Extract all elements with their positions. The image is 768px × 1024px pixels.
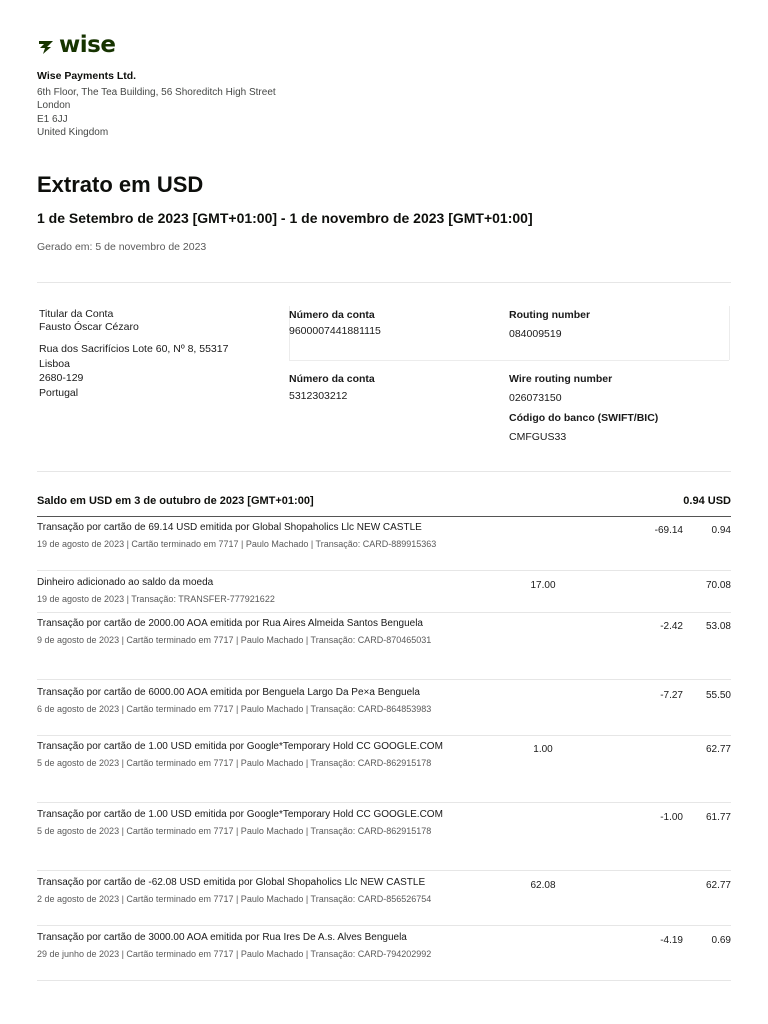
company-name: Wise Payments Ltd. [37,70,137,82]
transaction-balance: 0.94 [711,525,731,536]
column-divider [729,306,730,360]
statement-period: 1 de Setembro de 2023 [GMT+01:00] - 1 de novembro de 2023 [GMT+01:00] [37,210,533,226]
transaction-balance: 0.69 [711,935,731,946]
transaction-description: Transação por cartão de 3000.00 AOA emitida por Rua Ires De A.s. Alves Benguela [37,932,407,943]
transaction-row [37,808,731,871]
transaction-out: -69.14 [654,525,683,536]
swift-label: Código do banco (SWIFT/BIC) [509,412,659,424]
transaction-description: Transação por cartão de 1.00 USD emitida por Google*Temporary Hold CC GOOGLE.COM [37,809,443,820]
transaction-row [37,617,731,680]
company-address-line: London [37,100,71,111]
transaction-row [37,876,731,926]
wire-routing-value: 026073150 [509,392,562,404]
transaction-description: Transação por cartão de 2000.00 AOA emitida por Rua Aires Almeida Santos Benguela [37,618,423,629]
holder-city: Lisboa [39,357,70,370]
holder-address [39,342,228,400]
transaction-description: Transação por cartão de 69.14 USD emitida por Global Shopaholics Llc NEW CASTLE [37,522,422,533]
transaction-description: Transação por cartão de 6000.00 AOA emitida por Benguela Largo Da Pe×a Benguela [37,687,420,698]
company-address-line: 6th Floor, The Tea Building, 56 Shoreditch High Street [37,86,276,98]
holder-name: Fausto Óscar Cézaro [39,321,139,333]
balance-header [37,495,731,507]
transaction-row [37,740,731,803]
transaction-meta: 5 de agosto de 2023 | Cartão terminado em 7717 | Paulo Machado | Transação: CARD-862915178 [37,757,432,768]
account-number-value: 5312303212 [289,390,348,402]
balance-value: 0.94 USD [683,495,731,507]
company-block [37,70,276,140]
transaction-balance: 62.77 [705,744,731,755]
transaction-in: 1.00 [533,744,553,755]
transaction-out: -4.19 [660,935,683,946]
divider [37,471,731,472]
balance-label: Saldo em USD em 3 de outubro de 2023 [GMT+01:00] [37,495,314,507]
transaction-out: -7.27 [660,690,683,701]
transaction-meta: 9 de agosto de 2023 | Cartão terminado em 7717 | Paulo Machado | Transação: CARD-870465031 [37,634,432,645]
account-number-label: Número da conta [289,309,375,321]
transaction-description: Transação por cartão de 1.00 USD emitida por Google*Temporary Hold CC GOOGLE.COM [37,741,443,752]
transaction-balance: 55.50 [705,690,731,701]
company-address-line: E1 6JJ [37,113,68,125]
routing-number-value: 084009519 [509,328,562,340]
header-rule [37,516,731,517]
transaction-row [37,521,731,571]
transaction-out: -1.00 [660,812,683,823]
divider [37,282,731,283]
transaction-in: 62.08 [530,880,556,891]
account-number-value: 9600007441881115 [289,325,381,337]
transaction-meta: 29 de junho de 2023 | Cartão terminado em 7717 | Paulo Machado | Transação: CARD-794202992 [37,948,432,959]
transaction-meta: 19 de agosto de 2023 | Cartão terminado em 7717 | Paulo Machado | Transação: CARD-889915363 [37,538,437,549]
holder-label: Titular da Conta [39,308,114,320]
divider [289,360,729,361]
transaction-meta: 6 de agosto de 2023 | Cartão terminado em 7717 | Paulo Machado | Transação: CARD-864853983 [37,703,432,714]
transaction-meta: 2 de agosto de 2023 | Cartão terminado em 7717 | Paulo Machado | Transação: CARD-856526754 [37,893,432,904]
transaction-row [37,576,731,613]
transaction-in: 17.00 [530,580,556,591]
holder-postcode: 2680-129 [39,372,84,384]
transaction-balance: 53.08 [705,621,731,632]
wire-routing-label: Wire routing number [509,373,613,385]
transaction-row [37,686,731,736]
wise-logo [37,32,115,58]
transaction-meta: 19 de agosto de 2023 | Transação: TRANSFER-777921622 [37,593,275,604]
transaction-description: Transação por cartão de -62.08 USD emitida por Global Shopaholics Llc NEW CASTLE [37,877,426,888]
holder-country: Portugal [39,386,79,399]
transaction-description: Dinheiro adicionado ao saldo da moeda [37,577,214,588]
account-number-label: Número da conta [289,373,375,385]
transaction-balance: 61.77 [705,812,731,823]
swift-value: CMFGUS33 [509,431,567,443]
wise-flag-icon [37,35,57,55]
transaction-meta: 5 de agosto de 2023 | Cartão terminado em 7717 | Paulo Machado | Transação: CARD-862915178 [37,825,432,836]
routing-number-label: Routing number [509,309,591,321]
transaction-row [37,931,731,981]
transaction-out: -2.42 [660,621,683,632]
transaction-balance: 62.77 [705,880,731,891]
account-holder [39,308,228,400]
generated-date: Gerado em: 5 de novembro de 2023 [37,241,207,253]
statement-title: Extrato em USD [37,172,204,197]
company-address-line: United Kingdom [37,127,109,138]
logo-text: wise [59,32,116,58]
transaction-balance: 70.08 [705,580,731,591]
holder-address-line: Rua dos Sacrifícios Lote 60, Nº 8, 55317 [39,343,229,355]
